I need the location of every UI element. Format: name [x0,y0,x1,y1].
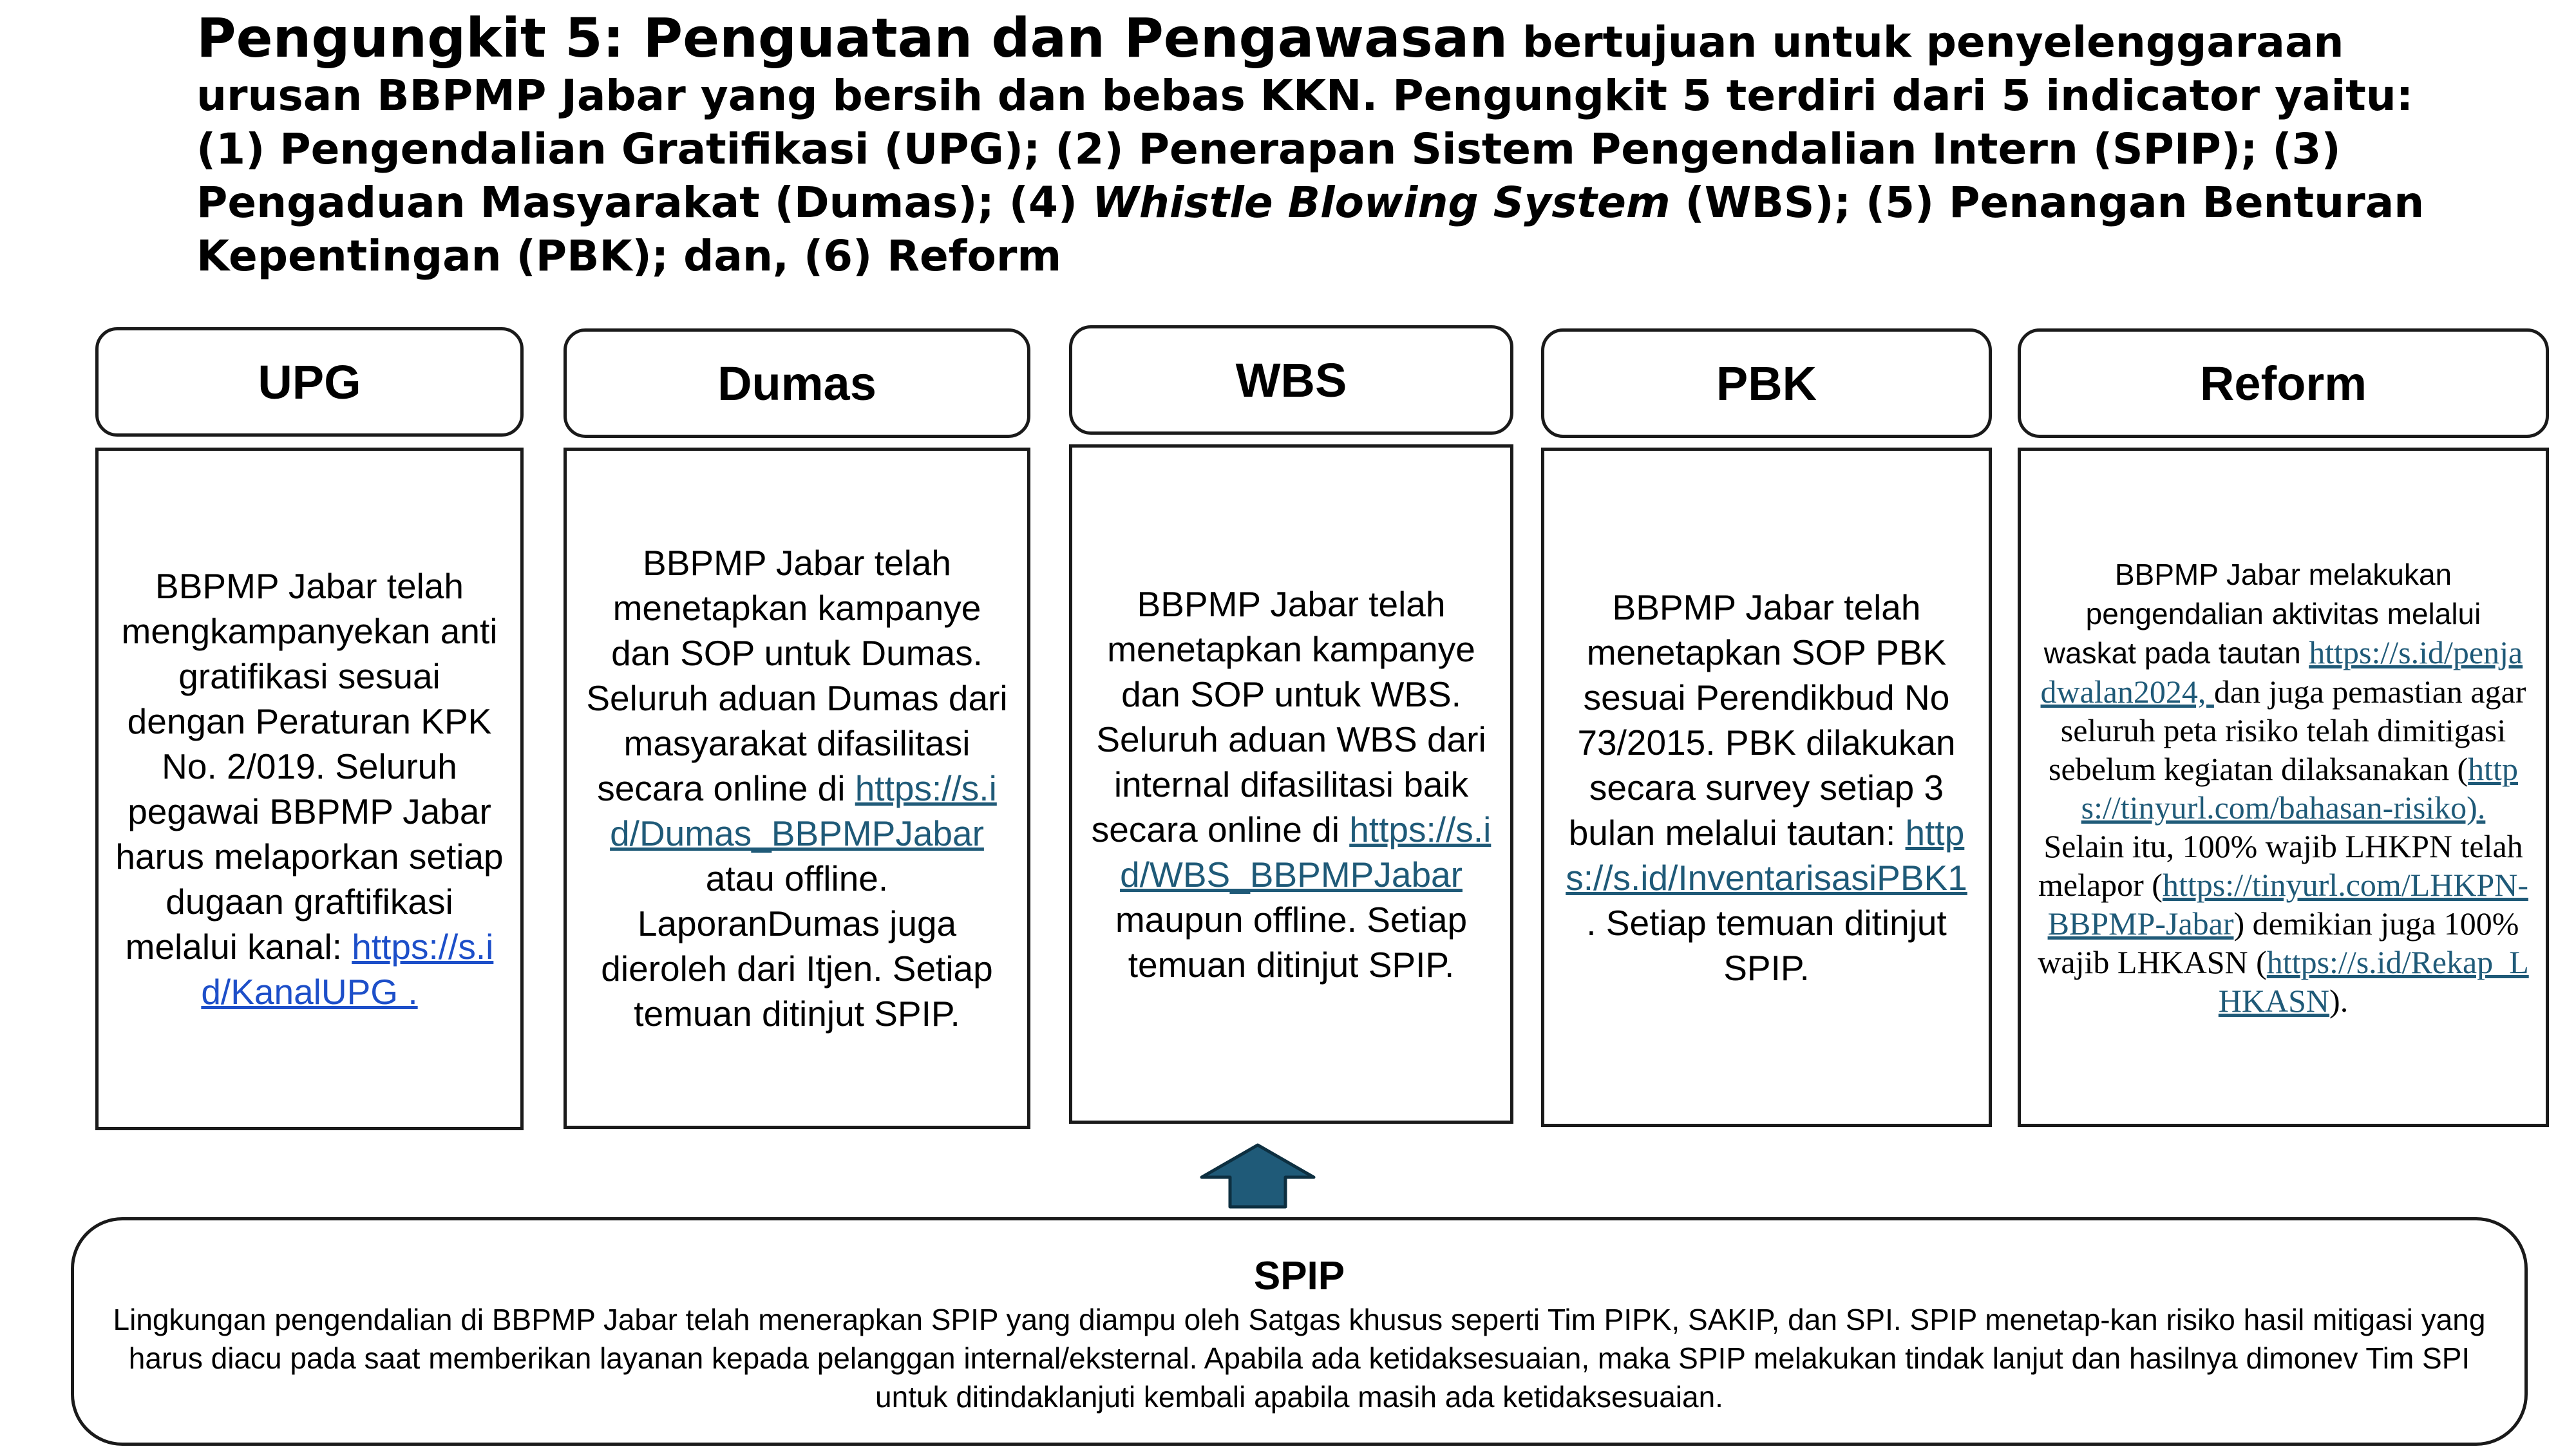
reform-text-2: dan juga pemastian agar seluruh peta risiko telah dimitigasi sebelum kegiatan dilaksanakan ( [2049,674,2526,787]
pbk-title: PBK [1716,356,1817,410]
wbs-text-1: BBPMP Jabar telah menetapkan kampanye dan SOP untuk WBS. Seluruh aduan WBS dari internal difasilitasi baik secara online di [1091,583,1486,849]
heading-italic: Whistle Blowing System [1092,178,1671,227]
reform-text-3: Selain itu, 100% wajib LHKPN telah melapor ( [2038,828,2523,903]
reform-link-3[interactable]: https://tinyurl.com/LHKPN-BBPMP-Jabar [2047,867,2528,942]
dumas-box [564,448,1030,1129]
reform-link-4[interactable]: https://s.id/Rekap_LHKASN [2218,944,2529,1019]
reform-link-1[interactable]: https://s.id/penjadwalan2024, [2040,634,2523,710]
reform-text-1: BBPMP Jabar melakukan pengendalian aktivitas melalui waskat pada tautan [2043,558,2481,670]
spip-box [71,1217,2528,1446]
spip-text: Lingkungan pengendalian di BBPMP Jabar telah menerapkan SPIP yang diampu oleh Satgas khusus seperti Tim PIPK, SAKIP, dan SPI. SPIP menetap-kan risiko hasil mitigasi yang harus diacu pada saat memberikan layanan kepada pelanggan internal/eksternal. Apabila ada ketidaksesuaian, maka SPIP melakukan tindak lanjut dan hasilnya dimonev Tim SPI untuk ditindaklanjuti kembali apabila masih ada ketidaksesuaian. [113,1303,2486,1414]
upg-header [95,327,524,437]
reform-header [2018,328,2549,438]
wbs-content [1089,582,1493,987]
dumas-text-1: BBPMP Jabar telah menetapkan kampanye dan SOP untuk Dumas. Seluruh aduan Dumas dari masyarakat difasilitasi secara online di [586,543,1008,808]
pbk-box [1541,448,1992,1127]
pbk-link[interactable]: https://s.id/InventarisasiPBK1 [1566,812,1967,898]
reform-box [2018,448,2549,1127]
upg-box [95,448,524,1130]
wbs-link[interactable]: https://s.id/WBS_BBPMPJabar [1120,809,1492,895]
wbs-text-2: maupun offline. Setiap temuan ditinjut SPIP. [1115,899,1468,985]
dumas-link[interactable]: https://s.id/Dumas_BBPMPJabar [610,768,997,853]
dumas-header [564,328,1030,438]
heading-text-1: bertujuan untuk penyelenggaraan urusan BBPMP Jabar yang bersih dan bebas KKN. Pengungkit 5 terdiri dari 5 indicator yaitu: (1) Pengendalian Gratifikasi (UPG); (2) Penerapan Sistem Pengendalian Intern (SPIP); (3) Pengaduan Masyarakat (Dumas); (4) [196,17,2414,227]
pbk-text-2: . Setiap temuan ditinjut SPIP. [1586,902,1947,988]
upg-content [115,564,504,1014]
reform-link-2[interactable]: https://tinyurl.com/bahasan-risiko). [2081,751,2518,826]
pbk-text-1: BBPMP Jabar telah menetapkan SOP PBK sesuai Perendikbud No 73/2015. PBK dilakukan secara survey setiap 3 bulan melalui tautan: [1568,587,1956,853]
upg-text: BBPMP Jabar telah mengkampanyekan anti gratifikasi sesuai dengan Peraturan KPK No. 2/019. Seluruh pegawai BBPMP Jabar harus melaporkan setiap dugaan graftifikasi melalui kanal: [115,566,504,967]
pbk-content [1561,585,1972,990]
heading-title: Pengungkit 5: Penguatan dan Pengawasan [196,6,1508,70]
dumas-title: Dumas [717,356,876,410]
dumas-content [583,540,1010,1036]
spip-title: SPIP [1253,1254,1345,1298]
reform-text-4: ) demikian juga 100% wajib LHKASN ( [2038,905,2519,980]
reform-title: Reform [2199,356,2367,410]
upg-title: UPG [258,355,361,409]
wbs-box [1069,444,1513,1124]
up-arrow-icon [1197,1140,1319,1211]
upg-link[interactable]: https://s.id/KanalUPG . [201,927,494,1012]
heading-text-2: (WBS); (5) Penangan Benturan Kepentingan (PBK); dan, (6) Reform [196,178,2425,281]
reform-text-5: ). [2329,983,2349,1019]
dumas-text-2: atau offline. LaporanDumas juga dieroleh dari Itjen. Setiap temuan ditinjut SPIP. [601,858,993,1034]
page-heading [196,6,2489,283]
pbk-header [1541,328,1992,438]
wbs-header [1069,325,1513,435]
reform-content [2038,554,2529,1020]
wbs-title: WBS [1235,353,1347,407]
